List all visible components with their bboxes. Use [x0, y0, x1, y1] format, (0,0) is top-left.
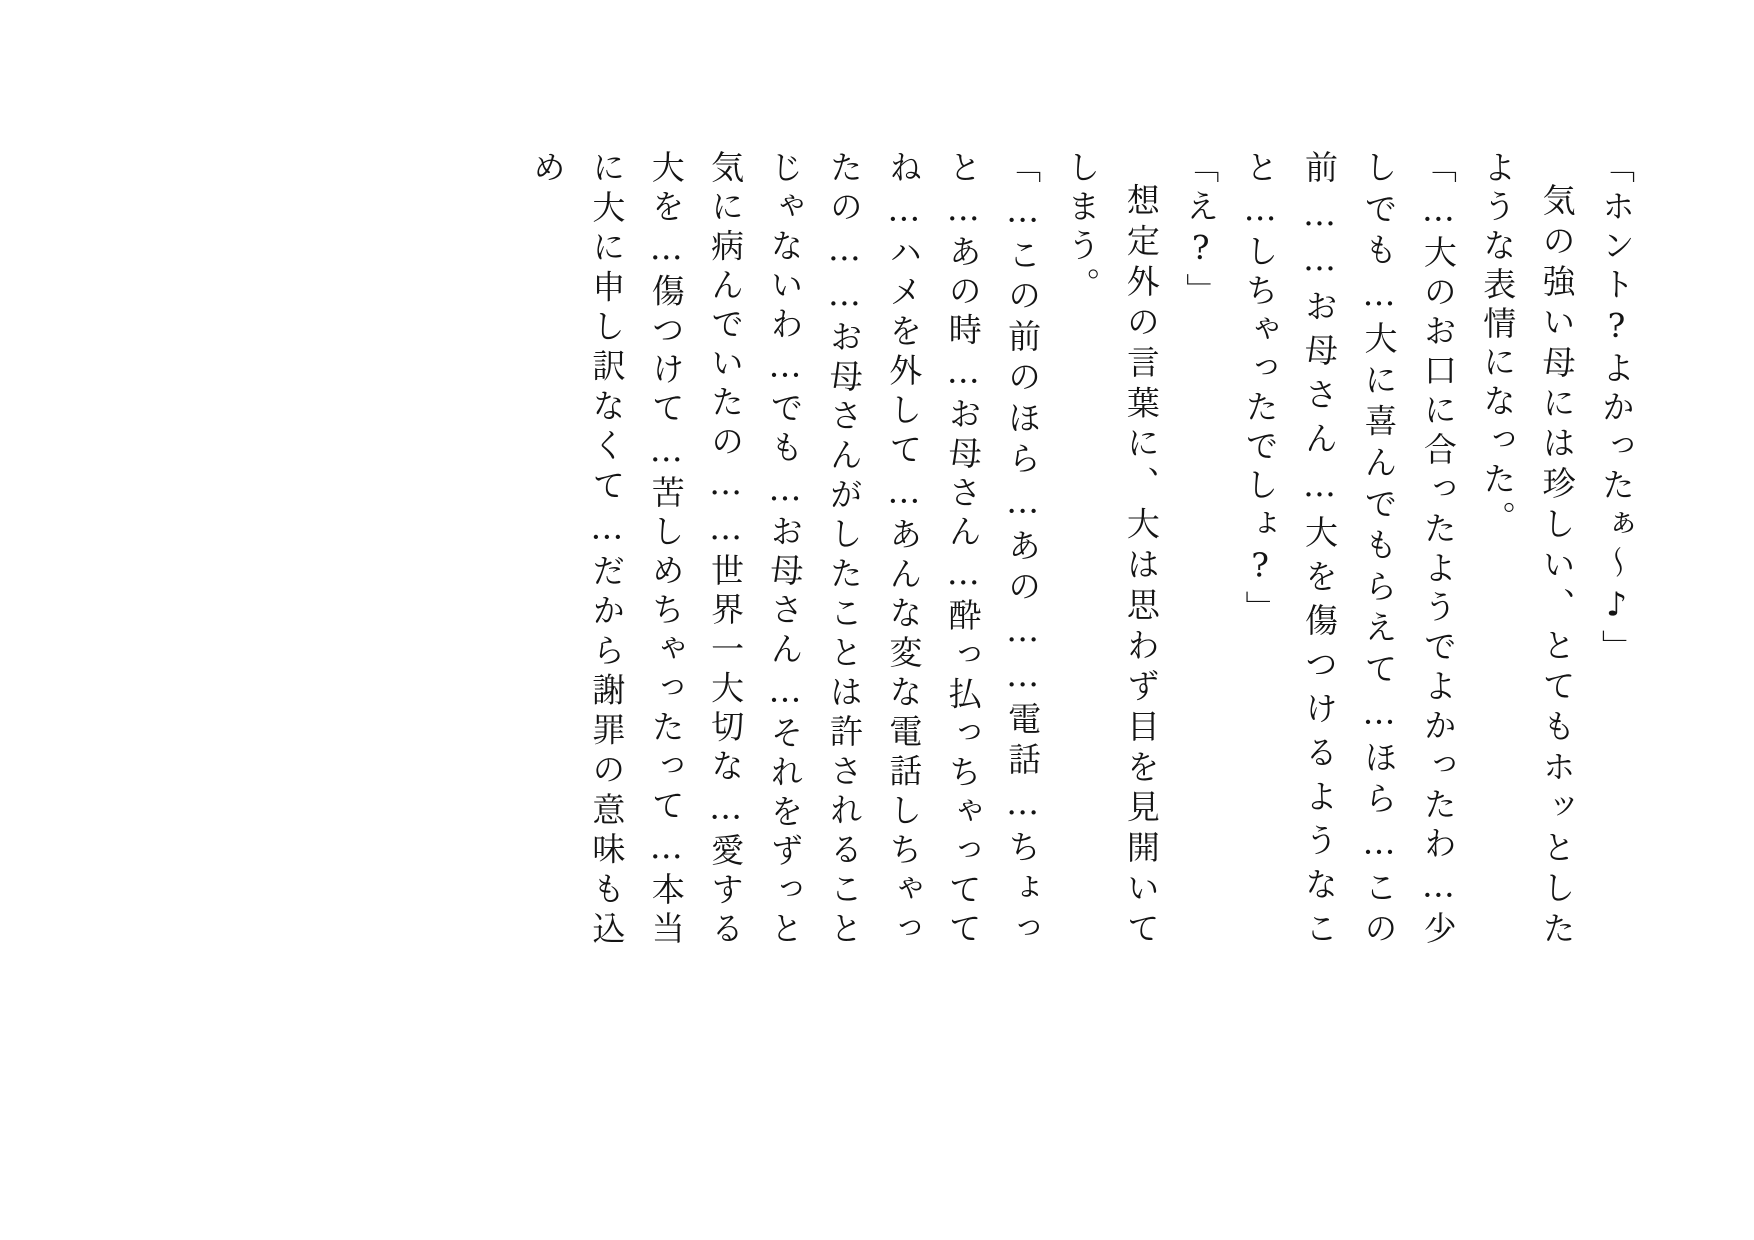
paragraph-1: 「ホント?よかったぁ～♪」 — [1597, 150, 1636, 669]
paragraph-5: 想定外の言葉に、大は思わず目を見開いてしまう。 — [1062, 150, 1161, 950]
paragraph-2: 気の強い母には珍しい、とてもホッとしたような表情になった。 — [1478, 150, 1577, 950]
paragraph-3: 「…大のお口に合ったようでよかったわ…少しでも…大に喜んでもらえて…ほら…この前……お母さん…大を傷つけるようなこと…しちゃったでしょ?」 — [1240, 150, 1458, 950]
vertical-text-body — [86, 150, 1646, 950]
paragraph-6: 「…この前のほら…あの……電話…ちょっと…あの時…お母さん…酔っ払っちゃっててね…ハメを外して…あんな変な電話しちゃったの……お母さんがしたことは許されることじゃないわ…でも…お母さん…それをずっと気に病んでいたの……世界一大切な…愛する大を…傷つけて…苦しめちゃったって…本当に大に申し訳なくて…だから謝罪の意味も込め — [527, 150, 1043, 950]
paragraph-4: 「え?」 — [1181, 150, 1221, 312]
